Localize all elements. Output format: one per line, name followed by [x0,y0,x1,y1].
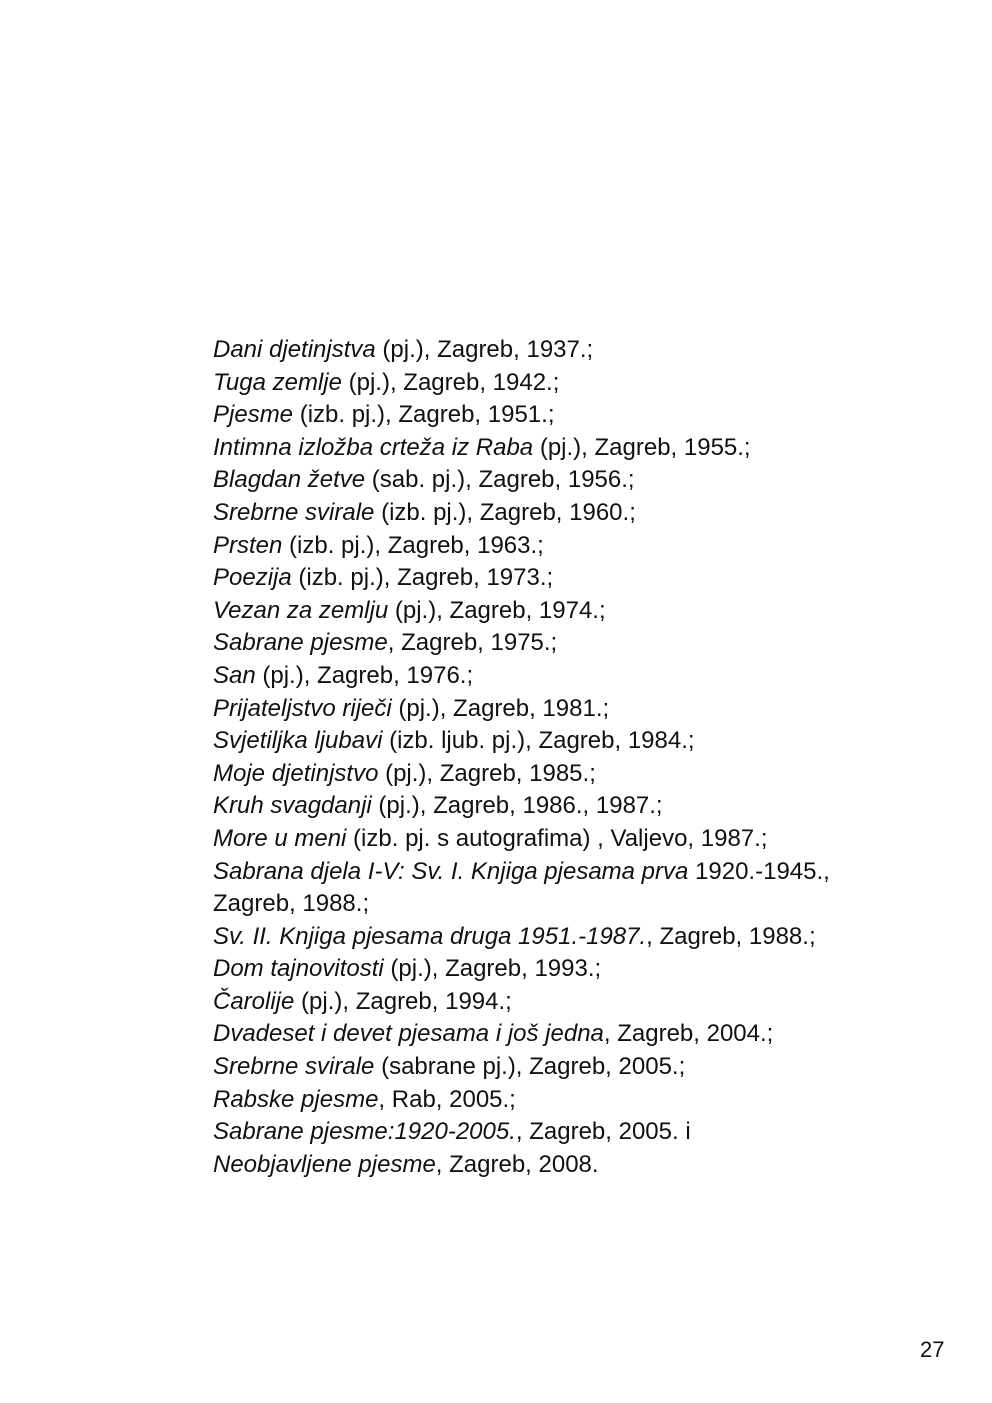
book-title: Čarolije [213,987,295,1015]
publication-details: , Rab, 2005.; [378,1085,516,1113]
bibliography-entry [213,660,933,693]
book-title: Srebrne svirale [213,1053,375,1081]
bibliography-entry [213,1084,933,1117]
book-title: Kruh svagdanji [213,792,372,820]
bibliography-entry [213,1149,933,1182]
bibliography-entry [213,530,933,563]
bibliography-list [213,334,933,1181]
publication-details: , Zagreb, 1975.; [387,629,558,657]
book-title: Poezija [213,564,292,592]
bibliography-entry [213,464,933,497]
bibliography-entry [213,432,933,465]
book-title: Intimna izložba crteža iz Raba [213,433,534,461]
bibliography-entry [213,562,933,595]
bibliography-entry [213,986,933,1019]
book-title: Dvadeset i devet pjesama i još jedna [213,1020,604,1048]
book-title: Blagdan žetve [213,466,366,494]
bibliography-entry [213,1116,933,1149]
book-title: More u meni [213,824,347,852]
bibliography-entry [213,856,873,921]
publication-details: (izb. pj.), Zagreb, 1960.; [374,498,636,526]
book-title: Dom tajnovitosti [213,955,384,983]
publication-details: (pj.), Zagreb, 1994.; [294,987,512,1015]
page-number: 27 [920,1337,945,1362]
bibliography-entry [213,725,933,758]
publication-details: (izb. pj.), Zagreb, 1963.; [282,531,544,559]
book-title: Srebrne svirale [213,498,375,526]
publication-details: (izb. pj.), Zagreb, 1951.; [293,401,555,429]
publication-details: (izb. ljub. pj.), Zagreb, 1984.; [382,727,695,755]
publication-details: (pj.), Zagreb, 1986., 1987.; [371,792,663,820]
book-title: Pjesme [213,401,294,429]
book-title: Moje djetinjstvo [213,759,379,787]
publication-details: 1920.-1945., Zagreb, 1988.; [213,857,830,918]
bibliography-entry [213,921,933,954]
bibliography-entry [213,595,933,628]
book-title: Prsten [213,531,283,559]
bibliography-entry [213,367,933,400]
book-title: Tuga zemlje [213,368,342,396]
publication-details: (sab. pj.), Zagreb, 1956.; [365,466,635,494]
publication-details: (izb. pj.), Zagreb, 1973.; [291,564,554,592]
publication-details: (pj.), Zagreb, 1974.; [388,596,606,624]
bibliography-entry [213,823,933,856]
book-title: Rabske pjesme [213,1085,379,1113]
publication-details: (sabrane pj.), Zagreb, 2005.; [374,1053,686,1081]
book-title: Svjetiljka ljubavi [213,727,383,755]
book-title: Sabrane pjesme [213,629,388,657]
bibliography-entry [213,790,933,823]
bibliography-entry [213,1018,933,1051]
book-title: San [213,661,256,689]
publication-details: , Zagreb, 1988.; [646,922,816,950]
book-title: Prijateljstvo riječi [213,694,392,722]
publication-details: (pj.), Zagreb, 1985.; [378,759,596,787]
book-title: Sabrane pjesme:1920-2005. [213,1118,516,1146]
bibliography-entry [213,693,933,726]
book-title: Neobjavljene pjesme [213,1150,436,1178]
publication-details: (pj.), Zagreb, 1942.; [341,368,560,396]
bibliography-entry [213,1051,933,1084]
publication-details: (izb. pj. s autografima) , Valjevo, 1987.; [346,824,768,852]
publication-details: (pj.), Zagreb, 1937.; [375,336,594,363]
publication-details: (pj.), Zagreb, 1955.; [533,433,751,461]
bibliography-entry [213,758,933,791]
book-title: Vezan za zemlju [213,596,389,624]
publication-details: , Zagreb, 2004.; [603,1020,774,1048]
publication-details: (pj.), Zagreb, 1976.; [255,661,474,689]
bibliography-entry [213,627,933,660]
book-title: Sabrana djela I-V: Sv. I. Knjiga pjesama prva [213,857,689,885]
bibliography-entry [213,953,933,986]
publication-details: , Zagreb, 2005. i [515,1118,691,1146]
book-title: Dani djetinjstva [213,336,376,363]
publication-details: , Zagreb, 2008. [435,1150,599,1178]
bibliography-entry [213,334,933,367]
bibliography-entry [213,497,933,530]
book-title: Sv. II. Knjiga pjesama druga 1951.-1987. [213,922,647,950]
publication-details: (pj.), Zagreb, 1993.; [383,955,602,983]
bibliography-entry [213,399,933,432]
publication-details: (pj.), Zagreb, 1981.; [391,694,610,722]
